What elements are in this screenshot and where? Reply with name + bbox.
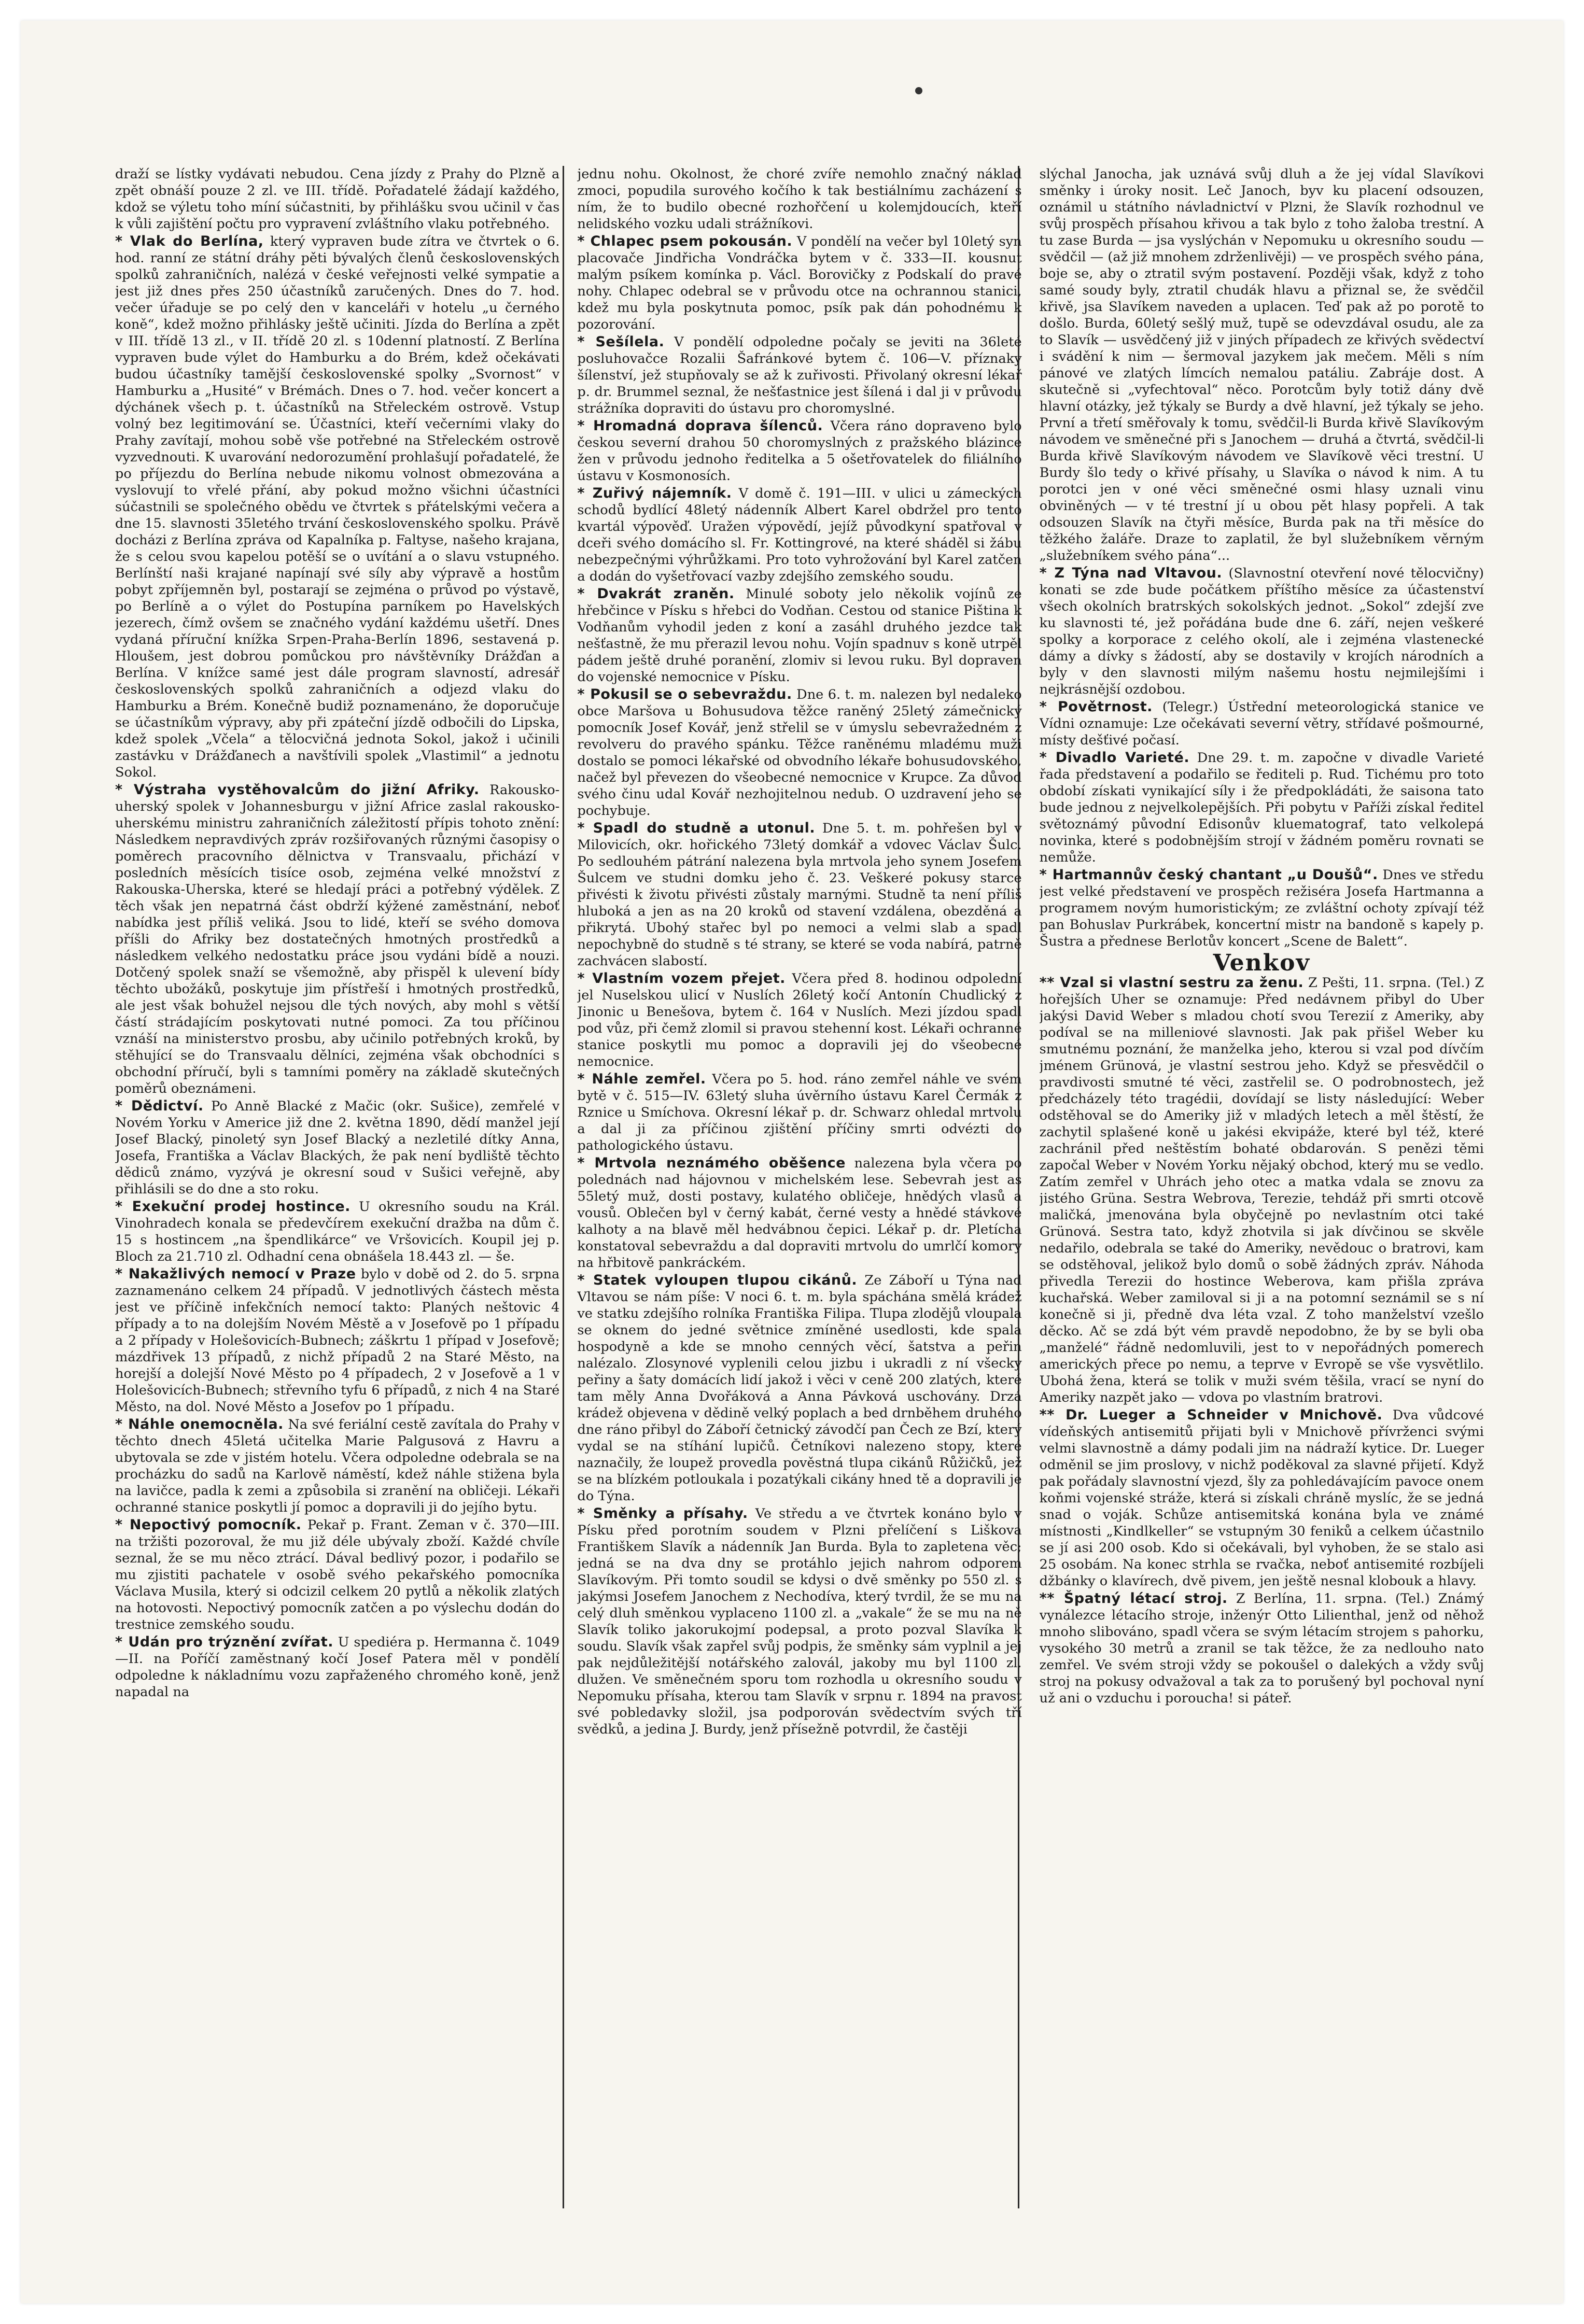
news-text: Minulé soboty jelo několik vojínů ze hřebčince v Písku s hřebci do Vodňan. Cestou od stanice Piština k Vodňanům vyhodil jeden z koní a zasáhl druhého jezdce tak nešťastně, že mu přerazil levou nohu. Vojín spadnuv s koně utrpěl pádem ještě druhé poranění, zlomiv si levou ruku. Byl dopraven do vojenské nemocnice v Písku. <box>577 586 1022 685</box>
news-text: Ze Záboří u Týna nad Vltavou se nám píše: V noci 6. t. m. byla spáchána smělá krádež ve statku zdejšího rolníka Františka Filipa. Tlupa zlodějů vloupala se oknem do jedné světnice zmíněné usedlosti, kde spala hospodyně a kde se mnoho cenných věcí, šatstva a peřin nalézalo. Zlosynové vyplenili celou jizbu i ukradli z ní všecky peřiny a šaty domácích lidí jakož i věci v ceně 200 zlatých, které tam měly Anna Dvořáková a Anna Pávková uschovány. Drzá krádež objevena v dědině velký poplach a bed drnběhem druhého dne ráno přibyl do Záboří četnický závodčí pan Čech ze Bzí, který vydal se na stíhání lupičů. Četníkovi nalezeno stopy, které naznačily, že loupež provedla pověstná tlupa cikánů Růžičků, jež se na blízkém potloukala i pozatýkali cikány hned tě a dopravili je do Týna. <box>577 1273 1022 1504</box>
news-text: U spediéra p. Hermanna č. 1049—II. na Poříčí zaměstnaný kočí Josef Patera měl v pondělí odpoledne k nákladnímu vozu zapřaženého chromého koně, jenž napadal na <box>115 1635 560 1700</box>
news-headline: * Povětrnost. <box>1039 699 1153 715</box>
news-text: který vypraven bude zítra ve čtvrtek o 6. hod. ranní ze státní dráhy pěti bývalých členů československých spolků zahraničních, nalézá v české veřejnosti velké sympatie a jest již dnes přes 250 účastníků zaručených. Dnes do 7. hod. večer úřaduje se po celý den v kanceláři v hotelu „u černého koně“, kdež možno přihlásky ještě učiniti. Jízda do Berlína a zpět v III. třídě 13 zl., v II. třídě 20 zl. s 10denní platností. Z Berlína vypraven bude výlet do Hamburku a do Brém, kdež očekávati budou účastníky tamější československé spolky „Svornost“ v Hamburku a „Husité“ v Brémách. Dnes o 7. hod. večer koncert a dýchánek všech p. t. účastníků na Střeleckém ostrově. Vstup volný bez legitimování se. Účastníci, kteří večerními vlaky do Prahy zavítají, mohou sobě vše potřebné na Střeleckém ostrově vyzvednouti. K uvarování nedorozumění prohlašují pořadatelé, že po příjezdu do Berlína nebude nikomu volnost obmezována a vyslovují to vřelé přání, aby pokud možno všichni účastníci súčastnili se společného obědu ve čtvrtek s přátelskými večera a dne 15. slavnosti 35letého trvání československého spolku. Právě docházi z Berlína zpráva od Kapalníka p. Faltyse, našeho krajana, že s celou svou kapelou potěší se o uvítání a o slavu vstupného. Berlínští naši krajané napínají své síly aby výpravě a hostům pobyt zpříjemněn byl, postarají se zejména o průvod po výstavě, po Berlíně a o výlet do Postupína parníkem po Havelských jezerech, čímž ovšem se značného vydání každému ušetří. Dnes vydaná příruční knížka Srpen-Praha-Berlín 1896, sestavená p. Hloušem, jest dobrou pomůckou pro návštěvníky Drážďan a Berlína. V knížce samé jest dále program slavností, adresář československých spolků zahraničních a odjezd vlaku do Hamburku a Brém. Konečně budiž poznamenáno, že doporučuje se účastníkům výpravy, aby při zpáteční jízdě odbočili do Lipska, kdež spolek „Včela“ a tělocvičná jednota Sokol, jakož i učinili zastávku v Drážďanech a navštívili spolek „Vlastimil“ a jednotu Sokol. <box>115 234 560 780</box>
section-title: Venkov <box>1213 950 1311 976</box>
news-headline: * Sešílela. <box>577 334 665 350</box>
news-item <box>577 485 1021 585</box>
news-text: draží se lístky vydávati nebudou. Cena jízdy z Prahy do Plzně a zpět obnáší pouze 2 zl. ve III. třídě. Pořadatelé žádají každého, kdož se výletu toho míní súčastniti, by přihlášku svou učinil v čas k vůli zajištění počtu pro vypravení zvláštního vlaku potřebného. <box>115 166 560 232</box>
news-item <box>577 686 1021 819</box>
news-item <box>577 334 1021 417</box>
news-item <box>577 970 1021 1070</box>
news-item <box>1040 565 1484 698</box>
news-headline: * Nakažlivých nemocí v Praze <box>115 1266 356 1282</box>
news-headline: ** Špatný létací stroj. <box>1039 1590 1228 1607</box>
news-item <box>577 820 1021 969</box>
news-text: Rakousko-uherský spolek v Johannesburgu v jižní Africe zaslal rakousko-uherskému ministru zahraničních záležitostí přípis tohoto znění: Následkem nepravdivých zpráv rozšiřovaných různými časopisy o poměrech pracovního dělnictva v Transvaalu, přichází v posledních měsících tisíce osob, zejména velké množství z Rakouska-Uherska, které se hledají práci a potřebný výdělek. Z těch však jen nepatrná část obdrží kýžené zaměstnání, neboť nabídka jest příliš veliká. Jsou to lidé, kteří se svého domova příšli do Afriky bez dostatečných hmotných prostředků a následkem velkého nedostatku práce jsou vydáni bídě a nouzi. Dotčený spolek snaží se všemožně, aby přispěl k ulevení bídy těchto ubožáků, poskytuje jim přístřeší i hmotných prostředků, ale jest však bohužel nejsou dle tých nových, aby mohl s větší částí strádajícím poskytovati nutné pomoci. Za tou příčinou vznáší na ministerstvo prosbu, aby učinilo potřebných kroků, by stěhující se do Transvaalu dělníci, zejména však obchodníci s obchodní příručí, byli s tamními poměry na základě skutečných poměrů obeznámeni. <box>115 782 560 1096</box>
news-headline: * Dědictví. <box>115 1098 204 1114</box>
news-text: Dva vůdcové vídeňských antisemitů přijati byli v Mnichově přívrženci svými velmi slavnostně a dámy podali jim na nádraží kytice. Dr. Lueger odměnil se jim proslovy, v nichž poděkoval za slavné přijetí. Když pak pořádaly slavnostní vjezd, šly za pohledávajícím pavoce onem koňmi vojenské stráže, která si získali chráně myslíc, že se jedná snad o voják. Schůze antisemitská konána byla ve známé místnosti „Kindlkeller“ se vstupným 30 feniků a celkem účastnilo se jí asi 200 osob. Kdo si očekávali, byl vyhoben, že se stalo asi 25 osobám. Na konec strhla se rvačka, neboť antisemité rozbíjeli džbánky o klavírech, dvě pivem, jen ještě nesnal klobouk a hlavy. <box>1039 1407 1484 1589</box>
news-item <box>1040 1407 1484 1589</box>
news-text: U okresního soudu na Král. Vinohradech konala se předevčírem exekuční dražba na dům č. 15 s hostincem „na špendlikárce“ ve Vršovicích. Koupil jej p. Bloch za 21.710 zl. Odhadní cena obnášela 18.443 zl. — še. <box>115 1199 560 1264</box>
news-text: Z Pešti, 11. srpna. (Tel.) Z hořejších Uher se oznamuje: Před nedávnem přibyl do Uber jakýsi David Weber s mladou chotí svou Terezií z Ameriky, aby podíval se na milleniové slavnosti. Jak pak přišel Weber ku smutnému poznání, že manželka jeho, kterou si vzal pod dívčím jménem Grünová, je vlastní sestrou jeho. Když se přesvědčil o pravdivosti smutné té věci, zastřelil se. O podrobnostech, jež předcházely této tragédii, dovídají se listy následující: Weber odstěhoval se do Ameriky již v mladých letech a měl štěstí, že zachytil splašené koně u jakési ekvipáže, které byl též, které zachránil před neštěstím bohaté obdarován. S penězi těmi započal Weber v Novém Yorku nějaký obchod, který mu se vedlo. Zatím zemřel v Uhrách jeho otec a matka vdala se znovu za jistého Grüna. Sestra Webrova, Terezie, tehdáž při smrti otcově maličká, jmenována byla obyčejně po nevlastním otci také Grünová. Sestra tato, když zhotvila si jak dívčinou se skvěle nedařilo, odebrala se také do Ameriky, nevědouc o bratrovi, kam se odstěhoval, jelikož bylo domů o sobě žádných zpráv. Náhoda přivedla Terezii do hostince Weberova, kam přišla zpráva kuchařská. Weber zamiloval si ji a na potomní seznámil se s ní konečně si ji, předně dva léta vzal. Z toho manželství vzešlo děcko. Ač se zdá být vém pravdě nepodobno, že by se byli oba „manželé“ řádně nedomluvili, jest to v nepořádných pomerech amerických přece po nemu, a teprve v Evropě se vše vysvětlilo. Ubohá žena, která se tolik v muži svém těšila, vrací se nyní do Ameriky nazpět jako — vdova po vlastním bratrovi. <box>1039 975 1484 1405</box>
news-item <box>1040 867 1484 950</box>
news-item <box>1040 166 1484 564</box>
news-text: V pondělí odpoledne počaly se jeviti na 36leté posluhovačce Rozalii Šafránkové bytem č. 106—V. příznaky šílenství, jež stupňovaly se až k zuřivosti. Přivolaný okresní lékař p. dr. Brummel seznal, že nešťastnice jest šílená i dal ji v průvodu strážníka dopraviti do ústavu pro choromyslné. <box>577 334 1022 416</box>
news-headline: * Udán pro trýznění zvířat. <box>115 1634 333 1650</box>
news-text: (Telegr.) Ústřední meteorologická stanice ve Vídni oznamuje: Lze očekávati severní větry, střídavé pošmourné, místy dešťivé počasí. <box>1039 699 1484 748</box>
news-text: bylo v době od 2. do 5. srpna zaznamenáno celkem 24 případů. V jednotlivých částech města jest ve příčině infekčních nemocí takto: Planých neštovic 4 případy a to na dolejším Novém Městě a v Josefově po 1 případu a 2 případy v Holešovicích-Bubnech; záškrtu 1 případ v Josefově; mázdřivek 13 případů, z nichž případů 2 na Staré Město, na horejší a dolejší Nové Město po 4 případech, 2 v Josefově a 1 v Holešovicích-Bubnech; střevního tyfu 6 případů, z nich 4 na Staré Město, na dol. Nové Město a Josefov po 1 případu. <box>115 1266 560 1415</box>
news-headline: * Pokusil se o sebevraždu. <box>577 686 792 702</box>
ink-dot <box>915 87 922 94</box>
news-headline: * Spadl do studně a utonul. <box>577 820 816 836</box>
news-item <box>1040 699 1484 749</box>
news-text: V pondělí na večer byl 10letý syn placovače Jindřicha Vondráčka bytem v č. 333—II. kousnut malým psíkem komínka p. Václ. Borovičky z Podskalí do pravé nohy. Chlapec odebral se v průvodu otce na ochrannou stanici, kdež mu byla poskytnuta pomoc, psík pak dán pohodnému k pozorování. <box>577 234 1022 332</box>
news-item <box>115 1266 559 1415</box>
news-item <box>1040 1590 1484 1707</box>
news-item <box>577 1071 1021 1154</box>
news-headline: * Vlak do Berlína, <box>115 233 264 249</box>
news-item <box>115 1416 559 1516</box>
news-item <box>577 418 1021 484</box>
news-text: Včera ráno dopraveno bylo českou severní drahou 50 choromyslných z pražského blázince žen v průvodu jednoho ředitelka a 5 ošetřovatelek do filiálního ústavu v Kosmonosích. <box>577 418 1022 484</box>
news-item <box>577 586 1021 685</box>
news-text: (Slavnostní otevření nové tělocvičny) konati se zde bude počátkem příštího měsíce za účastenství všech okolních bratrských sokolských jednot. „Sokol“ zdejší zve ku slavnosti té, jež pořádána bude dne 6. září, nejen veškeré spolky a korporace z celého okolí, ale i zejména vlastenecké dámy a dívky s žádostí, aby se dostavily v krojích národních a byly v den slavnosti milým našemu hostu nejmilejšími i nejkrásnější ozdobou. <box>1039 566 1484 697</box>
column-1 <box>115 166 559 2250</box>
news-text: Dne 5. t. m. pohřešen byl v Milovicích, okr. hořického 73letý domkář a vdovec Václav Šulc. Po sedlouhém pátrání nalezena byla mrtvola jeho synem Josefem Šulcem ve studni domku jeho č. 23. Veškeré pokusy starce přivésti k životu přivésti zůstaly marnými. Studně ta není příliš hluboká a jen as na 20 kroků od stavení vzdálena, obezděná a přikrytá. Ubohý stařec byl po nemoci a velmi slab a spadl nepochybně do studně s té strany, se které se voda nabírá, patrně zachvácen slabostí. <box>577 821 1022 969</box>
news-headline: * Dvakrát zraněn. <box>577 586 735 602</box>
news-text: Po Anně Blacké z Mačic (okr. Sušice), zemřelé v Novém Yorku v Americe již dne 2. května 1890, dědí manžel její Josef Blacký, pinoletý syn Josef Blacký a nezletilé dítky Anna, Josefa, Františka a Václav Blackých, že pak není bydliště těchto dědiců známo, vyzývá je okresní soud v Sušici veřejně, aby přihlásili se do dne a sto roku. <box>115 1098 560 1197</box>
news-item <box>577 1155 1021 1271</box>
news-item <box>1040 975 1484 1406</box>
news-headline: * Exekuční prodej hostince. <box>115 1199 351 1215</box>
news-item <box>115 166 559 232</box>
news-headline: * Mrtvola neznámého oběšence <box>577 1155 846 1171</box>
news-text: Na své feriální cestě zavítala do Prahy v těchto dnech 45letá učitelka Marie Palgusová z Havru a ubytovala se zde v jistém hotelu. Včera odpoledne odebrala se na procházku do sadů na Karlově náměstí, kdež náhle stižena byla na lavičce, padla k zemi a způsobila si zranění na obličeji. Lékaři ochranné stanice poskytli jí pomoc a dopravili ji do jejího bytu. <box>115 1417 560 1515</box>
news-headline: * Nepoctivý pomocník. <box>115 1517 302 1533</box>
news-text: nalezena byla včera po polednách nad hájovnou v michelském lese. Sebevrah jest as 55letý muž, dosti postavy, kulatého obličeje, hnědých vlasů a vousů. Oblečen byl v černý kabát, černé vesty a hnědé stávkové kalhoty a na blavě měl hedvábnou čepici. Lékař p. dr. Pletícha konstatoval sebevraždu a dal dopraviti mrtvolu do umrlčí komory na hřbitově pankráckém. <box>577 1156 1022 1271</box>
news-item <box>115 1634 559 1700</box>
news-headline: * Divadlo Varieté. <box>1039 750 1190 766</box>
news-text: Dne 29. t. m. započne v divadle Varieté řada představení a podařilo se řediteli p. Rud. Tichému pro toto období získati vynikající síly i že předpokládáti, že saisona tato bude jednou z nejvelkolepějších. Při pobytu v Paříži získal ředitel světoznámý původní Edisonův kluematograf, tato velkolepá novinka, které s podobnějším strojí v žádném poměru rovnati se nemůže. <box>1039 750 1484 865</box>
news-item <box>577 1505 1021 1738</box>
news-headline: * Náhle onemocněla. <box>115 1416 284 1432</box>
news-text: Dnes ve středu jest velké představení ve prospěch režiséra Josefa Hartmanna a programem novým humoristickým; ze zvláštní ochoty zpívají též pan Bohuslav Purkrábek, koncertní mistr na bandoně s kapely p. Šustra a přednese Berlotův koncert „Scene de Balett“. <box>1039 867 1484 949</box>
news-headline: * Hromadná doprava šílenců. <box>577 418 823 434</box>
news-item <box>115 1199 559 1265</box>
news-text: slýchal Janocha, jak uznává svůj dluh a že jej vídal Slavíkovi směnky i úroky nosit. Leč Janoch, byv ku placení odsouzen, oznámil u státního návladnictví v Plzni, že Slavík rozhodnul ve svůj prospěch přísahou křivou a tak bylo z toho žaloba trestní. A tu zase Burda — jsa vyslýchán v Nepomuku u okresního soudu — svědčil — (až již mnohem zdrženlivěji) — ve prospěch svého pána, boje se, aby o ztratil svým postavení. Později však, když z toho samé soudy byly, ztratil chudák hlavu a přiznal se, že svědčil křivě, jsa Slavíkem naveden a uplacen. Teď pak až po porotě to došlo. Burda, 60letý sešlý muž, tupě se odevzdával osudu, ale za to Slavík — usvědčený již v jiných případech ze křivých svědectví i svádění k nim — šermoval jazykem jak mečem. Měli s ním pánové ve zlatých límcích nemalou patáliu. Zabráje dost. A skutečně si „vyfechtoval“ něco. Porotcům byly totiž dány dvě hlavní otázky, jež týkaly se Burdy a dvě hlavní, jež týkaly se jeho. První a třetí směřovaly k tomu, svědčil-li Burda křivě Slavíkovým návodem ve směnečné při s Janochem — druhá a čtvrtá, svědčil-li Burda křivě Slavíkovým návodem ve Slavíkově věci trestní. U Burdy šlo tedy o křivé přísahy, u Slavíka o návod k nim. A tu porotci jen v oné věci směnečné osmi hlasy uznali vinu obviněných — v té trestní jí u obou pět hlasy popřeli. A tak odsouzen Slavík na čtyři měsíce, Burda pak na tři měsíce do těžkého žaláře. Draze to zaplatil, že byl služebníkem věrným „služebníkem svého pána“... <box>1039 166 1484 564</box>
news-item <box>115 782 559 1097</box>
news-item <box>577 1272 1021 1504</box>
news-text: Pekař p. Frant. Zeman v č. 370—III. na tržišti pozoroval, že mu již déle ubývaly zboží. Každé chvíle seznal, že se mu něco ztrácí. Dával bedlivý pozor, i podařilo se mu zjistiti pachatele v osobě svého pekařského pomocníka Václava Musila, který si odcizil celkem 20 pytlů a několik zlatých na hotovosti. Nepoctivý pomocník zatčen a po výslechu dodán do trestnice zemského soudu. <box>115 1517 560 1632</box>
news-text: Dne 6. t. m. nalezen byl nedaleko obce Maršova u Bohusudova těžce raněný 25letý zámečnický pomocník Josef Kovář, jenž střelil se v úmyslu sebevražedném z revolveru do pravého spánku. Těžce raněnému mladému muži dostalo se pomoci lékařské od obvodního lékaře bohusudovského, načež byl převezen do všeobecné nemocnice v Krupce. Za důvod svého činu udal Kovář nezhojitelnou nedub. O uzdravení jeho se pochybuje. <box>577 687 1022 819</box>
news-item <box>577 166 1021 232</box>
news-text: Včera před 8. hodinou odpolední jel Nuselskou ulicí v Nuslích 26letý kočí Antonín Chudlický z Jinonic u Benešova, bytem č. 164 v Nuslích. Mezi jízdou spadl pod vůz, při čemž zlomil si pravou stehenní kost. Lékaři ochranné stanice poskytli mu pomoc a dopravili jej do všeobecné nemocnice. <box>577 971 1022 1069</box>
news-item <box>115 233 559 781</box>
news-item <box>1040 750 1484 866</box>
news-item <box>115 1517 559 1633</box>
news-headline: * Chlapec psem pokousán. <box>577 233 793 249</box>
news-headline: * Vlastním vozem přejet. <box>577 970 786 987</box>
news-text: jednu nohu. Okolnost, že choré zvíře nemohlo značný náklad zmoci, popudila surového kočího k tak bestiálnímu zacházení s ním, že to budilo obecné rozhořčení u kolemjdoucích, kteří nelidského vozku udali strážníkovi. <box>577 166 1022 232</box>
news-text: V domě č. 191—III. v ulici u zámeckých schodů bydlící 48letý nádenník Albert Karel obdržel pro tento kvartál výpověď. Uražen výpovědí, jejíž původkyní spatřoval v dceři svého domácího sl. Fr. Kottingrové, na které sháděl si žábu nebezpečnými výhrůžkami. Pro toto vyhrožování byl Karel zatčen a dodán do vyšetřovací vazby zdejšího zemského soudu. <box>577 486 1022 584</box>
news-headline: * Statek vyloupen tlupou cikánů. <box>577 1272 858 1288</box>
news-headline: ** Vzal si vlastní sestru za ženu. <box>1039 975 1304 991</box>
news-headline: * Náhle zemřel. <box>577 1071 706 1087</box>
news-headline: * Z Týna nad Vltavou. <box>1039 565 1223 581</box>
news-headline: ** Dr. Lueger a Schneider v Mnichově. <box>1039 1407 1383 1423</box>
news-headline: * Výstraha vystěhovalcům do jižní Afriky. <box>115 782 480 798</box>
news-text: Včera po 5. hod. ráno zemřel náhle ve svém bytě v č. 515—IV. 63letý sluha úvěrního ústavu Karel Čermák z Rznice u Smíchova. Okresní lékař p. dr. Schwarz ohledal mrtvolu a dal ji za příčinou zjištění příčiny smrti odvézti do pathologického ústavu. <box>577 1072 1022 1153</box>
news-item <box>577 233 1021 333</box>
article-columns <box>115 166 1484 2250</box>
news-headline: * Hartmannův český chantant „u Doušů“. <box>1039 867 1378 883</box>
news-item <box>115 1098 559 1198</box>
news-headline: * Směnky a přísahy. <box>577 1505 748 1522</box>
news-headline: * Zuřivý nájemník. <box>577 485 732 501</box>
column-2 <box>577 166 1021 2250</box>
news-text: Ve středu a ve čtvrtek konáno bylo v Písku před porotním soudem v Plzni přelíčení s Liškova Františkem Slavík a nádenník Jan Burda. Byla to zapletena věc; jedná se na dva dny se protáhlo jejich nahrom odporem Slavíkovým. Při tomto soudil se kdysi o dvě směnky po 550 zl. s jakýmsi Josefem Janochem z Nechodíva, který tvrdil, že se mu na celý dluh směnkou vyplaceno 1100 zl. a „vakale“ že se mu na ně Slavík toliko jakorukojmí podepsal, a proto pozval Slavíka k soudu. Slavík však zapřel svůj podpis, že směnky sám vyplnil a jej pak nejdůležitější notářského zalovál, jakoby mu byl 1100 zl. dlužen. Ve směnečném sporu tom rozhodla u okresního soudu v Nepomuku přísaha, kterou tam Slavík v srpnu r. 1894 na pravost své pobledavky složil, jsa podporován svědectvím svých tří svědků, a jedina J. Burdy, jenž přísežně potvrdil, že častěji <box>577 1506 1022 1737</box>
column-3 <box>1040 166 1484 2250</box>
news-text: Z Berlína, 11. srpna. (Tel.) Známý vynálezce létacího stroje, inženýr Otto Lilienthal, jenž od něhož mnoho slibováno, spadl včera se svým létacím strojem s pahorku, vysokého 30 metrů a zranil se tak těžce, že za nedlouho nato zemřel. Ve svém stroji vždy se pokoušel o dalekých a vždy svůj stroj na pokusy odvažoval a tak za to porušený byl pochoval nyní už ani o vzduchu i poroucha! si páteř. <box>1039 1591 1484 1706</box>
